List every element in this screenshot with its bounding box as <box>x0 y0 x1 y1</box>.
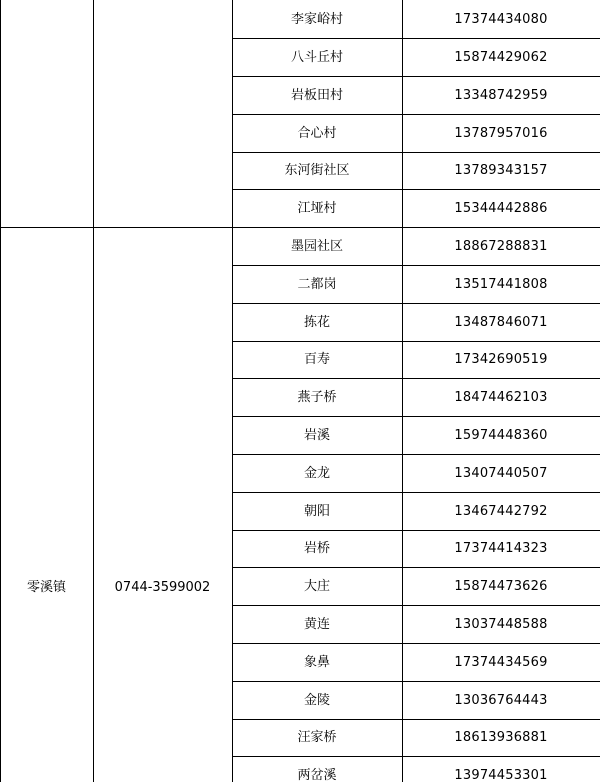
village-name: 东河街社区 <box>284 163 350 178</box>
village-phone: 18474462103 <box>454 389 548 405</box>
village-phone: 17374434080 <box>454 11 548 27</box>
village-phone: 17342690519 <box>454 352 548 367</box>
village-name: 黄连 <box>303 616 330 632</box>
village-phone: 13787957016 <box>454 125 548 141</box>
village-name: 江垭村 <box>297 200 337 216</box>
village-phone: 13037448588 <box>454 616 548 632</box>
village-phone: 15874429062 <box>454 49 548 65</box>
village-phone: 17374434569 <box>454 654 548 670</box>
village-phone: 18867288831 <box>454 238 548 254</box>
village-name: 汪家桥 <box>297 730 337 745</box>
village-phone: 13789343157 <box>454 163 548 178</box>
village-name: 八斗丘村 <box>290 49 343 65</box>
village-phone: 15874473626 <box>454 578 548 594</box>
village-name: 二都岗 <box>297 276 337 292</box>
village-phone: 13974453301 <box>454 767 548 782</box>
village-phone: 13348742959 <box>454 87 548 103</box>
village-phone: 13036764443 <box>454 692 548 708</box>
village-phone: 13467442792 <box>454 503 548 519</box>
village-phone: 17374414323 <box>454 541 548 556</box>
village-name: 象鼻 <box>303 654 330 670</box>
village-name: 燕子桥 <box>297 389 337 405</box>
village-name: 合心村 <box>297 125 337 141</box>
village-phone: 15974448360 <box>454 427 548 443</box>
village-phone: 18613936881 <box>454 730 548 745</box>
village-name: 朝阳 <box>303 503 330 519</box>
village-name: 金龙 <box>303 465 330 481</box>
village-name: 百寿 <box>303 352 330 367</box>
village-name: 李家峪村 <box>290 11 343 27</box>
village-phone: 13407440507 <box>454 465 548 481</box>
village-name: 两岔溪 <box>297 767 337 782</box>
village-name: 岩溪 <box>303 427 330 443</box>
village-phone: 13487846071 <box>454 314 548 330</box>
town-name: 零溪镇 <box>26 579 66 595</box>
village-name: 岩板田村 <box>290 87 343 103</box>
village-phone: 15344442886 <box>454 200 548 216</box>
village-phone: 13517441808 <box>454 276 548 292</box>
village-name: 岩桥 <box>303 541 330 556</box>
village-name: 大庄 <box>303 578 330 594</box>
village-name: 拣花 <box>303 314 330 330</box>
town-phone: 0744-3599002 <box>114 579 211 595</box>
village-name: 墨园社区 <box>290 238 343 254</box>
village-name: 金陵 <box>303 692 330 708</box>
